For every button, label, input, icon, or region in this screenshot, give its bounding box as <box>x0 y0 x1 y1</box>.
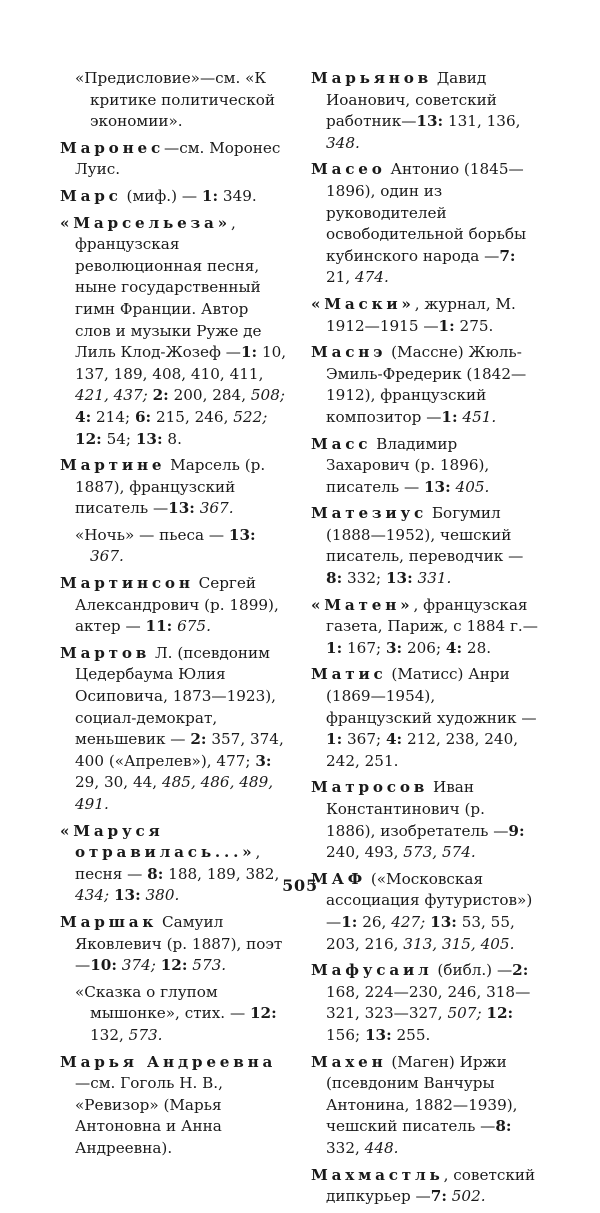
index-entry-mahmastl <box>311 1165 539 1208</box>
volume-number: 13: <box>168 499 195 518</box>
volume-number: 3: <box>255 751 272 770</box>
entry-text: , советский дипкурьер — <box>326 1165 536 1206</box>
entry-text: 167; <box>342 638 386 657</box>
entry-text: Иван Константинович (р. 1886), изобретатель — <box>326 778 509 840</box>
entry-text: Самуил Яковлевич (р. 1887), поэт — <box>75 912 283 975</box>
page-reference-note: 405. <box>455 477 490 496</box>
index-entry-mahen <box>311 1052 539 1160</box>
entry-text: Л. (псевдоним Цедербаума Юлия Осиповича, 1873—1923), социал-демократ, меньшевик — <box>75 643 277 749</box>
entry-text: 10, 137, 189, 408, 410, 411, <box>75 343 287 383</box>
entry-text: 349. <box>218 186 257 205</box>
entry-headword: Мафусаил <box>311 961 433 980</box>
entry-text: 212, 238, 240, 242, 251. <box>326 730 519 770</box>
volume-number: 10: <box>90 956 117 975</box>
entry-headword: Мартинсон <box>60 574 194 593</box>
entry-headword: МАФ <box>311 869 366 888</box>
entry-text: 357, 374, 400 («Апрелев»), 477; <box>75 730 284 770</box>
entry-text: («Московская ассоциация футуристов») — <box>326 869 533 931</box>
volume-number: 13: <box>364 1025 392 1044</box>
entry-text: , песня — <box>75 843 261 883</box>
entry-text: 53, 55, 203, 216, <box>326 912 515 953</box>
page-reference-note: 573, 574. <box>403 843 476 862</box>
entry-text: «Ночь» — пьеса — <box>75 525 229 544</box>
entry-text: 8. <box>162 429 182 448</box>
volume-number: 12: <box>75 429 102 448</box>
page-reference-note: 502. <box>451 1187 486 1206</box>
entry-headword: «Маски» <box>311 294 415 313</box>
page-reference-note: 573. <box>192 956 227 975</box>
entry-text: —см. Моронес Луис. <box>75 138 281 179</box>
index-entry-cont <box>60 68 288 133</box>
entry-headword: Матис <box>311 665 387 684</box>
volume-number: 8: <box>495 1117 512 1136</box>
page-reference-note: 448. <box>364 1138 399 1157</box>
entry-headword: Мартине <box>60 456 166 475</box>
volume-number: 13: <box>423 477 451 496</box>
entry-text: (Массне) Жюль-Эмиль-Фредерик (1842—1912), французский композитор — <box>326 343 527 426</box>
entry-text: 240, 493, <box>326 843 404 862</box>
volume-number: 13: <box>135 429 163 448</box>
volume-number: 4: <box>445 638 463 657</box>
entry-text: 168, 224—230, 246, 318—321, 323—327, <box>326 982 531 1023</box>
entry-text: 255. <box>391 1025 431 1044</box>
entry-text: 332, <box>326 1138 365 1157</box>
volume-number: 3: <box>385 638 403 657</box>
index-entry-maten <box>311 595 539 660</box>
page-reference-note: 348. <box>326 133 360 152</box>
page-reference-note: 367. <box>199 499 234 518</box>
page-reference-note: 573. <box>128 1025 163 1044</box>
entry-text: —см. Гоголь Н. В., «Ревизор» (Марья Антоновна и Анна Андреевна). <box>75 1074 223 1157</box>
page-reference-note: 507; <box>447 1004 482 1023</box>
entry-text: 132, <box>90 1025 129 1044</box>
page-number: 505 <box>282 876 318 895</box>
page-reference-note: 331. <box>417 569 452 588</box>
index-entry-maski <box>311 294 539 337</box>
index-entry-mass <box>311 434 539 499</box>
entry-text: 26, <box>357 912 392 931</box>
index-entry-mars <box>60 186 288 208</box>
volume-number: 13: <box>430 912 457 931</box>
entry-text: Марсель (р. 1887), французский писатель — <box>75 456 266 518</box>
volume-number: 7: <box>499 246 516 265</box>
entry-text: (миф.) — <box>121 186 202 205</box>
entry-text: 54; <box>101 429 136 448</box>
page-reference-note: 522; <box>233 407 268 426</box>
entry-text: Давид Иоанович, советский работник— <box>326 69 497 131</box>
entry-text: 156; <box>326 1025 365 1044</box>
page-reference-note: 427; <box>391 912 426 931</box>
index-entry-mafusail <box>311 960 539 1046</box>
entry-headword: Махмастль <box>311 1165 444 1184</box>
entry-text: 131, 136, <box>443 112 521 131</box>
entry-text: , французская революционная песня, ныне государственный гимн Франции. Автор слов и музыки Руже де Лиль Клод-Жозеф — <box>75 213 262 362</box>
entry-text: 367; <box>342 730 386 749</box>
entry-text: 21, <box>326 268 355 287</box>
volume-number: 1: <box>240 343 258 362</box>
volume-number: 2: <box>190 730 207 749</box>
index-entry-marselesa <box>60 213 288 451</box>
entry-headword: Марс <box>60 186 122 205</box>
volume-number: 1: <box>438 316 455 335</box>
volume-number: 13: <box>416 112 444 131</box>
entry-headword: «Маруся отравилась...» <box>60 821 256 862</box>
volume-number: 8: <box>147 864 164 883</box>
volume-number: 1: <box>441 407 458 426</box>
entry-headword: Маснэ <box>311 343 387 362</box>
volume-number: 1: <box>326 730 343 749</box>
entry-text: Богумил (1888—1952), чешский писатель, переводчик — <box>326 504 524 566</box>
entry-text: Антонио (1845—1896), один из руководителей освободительной борьбы кубинского народа — <box>326 160 527 265</box>
entry-headword: Матросов <box>311 778 429 797</box>
entry-text: 188, 189, 382, <box>163 864 280 883</box>
page-reference-note: 313, 315, 405. <box>403 934 515 953</box>
volume-number: 4: <box>75 407 92 426</box>
volume-number: 8: <box>326 569 343 588</box>
index-entry-matrosov <box>311 777 539 863</box>
volume-number: 4: <box>385 730 403 749</box>
volume-number: 13: <box>228 525 256 544</box>
entry-text: , журнал, М. 1912—1915 — <box>326 294 516 335</box>
page-reference-note: 451. <box>462 407 497 426</box>
volume-number: 6: <box>134 407 152 426</box>
volume-number: 2: <box>152 386 169 405</box>
entry-headword: Марья Андреевна <box>60 1052 277 1071</box>
index-entry-marones <box>60 138 288 181</box>
page-reference-note: 434; <box>75 886 110 905</box>
volume-number: 12: <box>160 956 188 975</box>
volume-number: 1: <box>326 638 343 657</box>
index-entry-martinson <box>60 573 288 638</box>
entry-headword: Махен <box>311 1052 387 1071</box>
entry-headword: Мартов <box>60 643 151 662</box>
page-reference-note: 675. <box>177 617 211 636</box>
volume-number: 7: <box>430 1187 447 1206</box>
volume-number: 13: <box>113 886 141 905</box>
entry-headword: Маршак <box>60 912 158 931</box>
entry-text: (Матисс) Анри (1869—1954), французский художник — <box>326 665 537 727</box>
entry-headword: «Матен» <box>311 595 414 614</box>
page-reference-note: 508; <box>250 386 285 405</box>
entry-headword: Матезиус <box>311 504 428 523</box>
index-entry-skazka <box>60 982 288 1047</box>
volume-number: 9: <box>508 821 525 840</box>
volume-number: 11: <box>145 617 173 636</box>
index-entry-maryanov <box>311 68 539 154</box>
entry-text: «Предисловие»—см. «К критике политической экономии». <box>75 69 276 131</box>
entry-headword: «Марсельеза» <box>60 213 231 232</box>
volume-number: 13: <box>385 569 413 588</box>
entry-text: 29, 30, 44, <box>75 773 162 792</box>
entry-text: 28. <box>462 638 492 657</box>
page-reference-note: 485, 486, 489, 491. <box>75 773 274 813</box>
index-entry-matis <box>311 664 539 772</box>
page-reference-note: 474. <box>354 268 389 287</box>
index-entry-martov <box>60 643 288 816</box>
index-entry-noch <box>60 525 288 568</box>
page-reference-note: 367. <box>90 547 124 566</box>
page-reference-note: 421, 437; <box>75 386 148 405</box>
volume-number: 12: <box>249 1004 277 1023</box>
volume-number: 12: <box>486 1004 514 1023</box>
entry-text: 206; <box>402 638 446 657</box>
entry-text: 214; <box>91 407 135 426</box>
page-reference-note: 374; <box>121 956 156 975</box>
index-entry-marya <box>60 1052 288 1160</box>
index-entry-masne <box>311 342 539 428</box>
entry-headword: Маронес <box>60 138 165 157</box>
entry-text: 275. <box>454 316 494 335</box>
entry-text: «Сказка о глупом мышонке», стих. — <box>75 982 250 1023</box>
volume-number: 2: <box>512 961 529 980</box>
entry-headword: Марьянов <box>311 69 432 87</box>
index-entry-maseo <box>311 159 539 289</box>
entry-text: Сергей Александрович (р. 1899), актер — <box>75 574 279 636</box>
index-entry-marshak <box>60 912 288 977</box>
entry-text: , французская газета, Париж, с 1884 г.— <box>326 595 538 636</box>
entry-text: (библ.) — <box>432 961 513 980</box>
entry-text: 200, 284, <box>168 386 251 405</box>
index-entry-martine <box>60 455 288 520</box>
volume-number: 1: <box>201 186 219 205</box>
index-entry-matezius <box>311 503 539 589</box>
volume-number: 1: <box>341 912 358 931</box>
entry-text: 332; <box>342 569 386 588</box>
entry-text: (Маген) Иржи (псевдоним Ванчуры Антонина, 1882—1939), чешский писатель — <box>326 1052 518 1136</box>
entry-text: Владимир Захарович (р. 1896), писатель — <box>326 434 490 496</box>
index-column-right <box>311 68 539 1213</box>
entry-headword: Масс <box>311 434 372 453</box>
page-reference-note: 380. <box>145 886 180 905</box>
entry-headword: Масео <box>311 160 386 179</box>
index-column-left <box>60 68 288 1165</box>
entry-text: 215, 246, <box>151 407 234 426</box>
